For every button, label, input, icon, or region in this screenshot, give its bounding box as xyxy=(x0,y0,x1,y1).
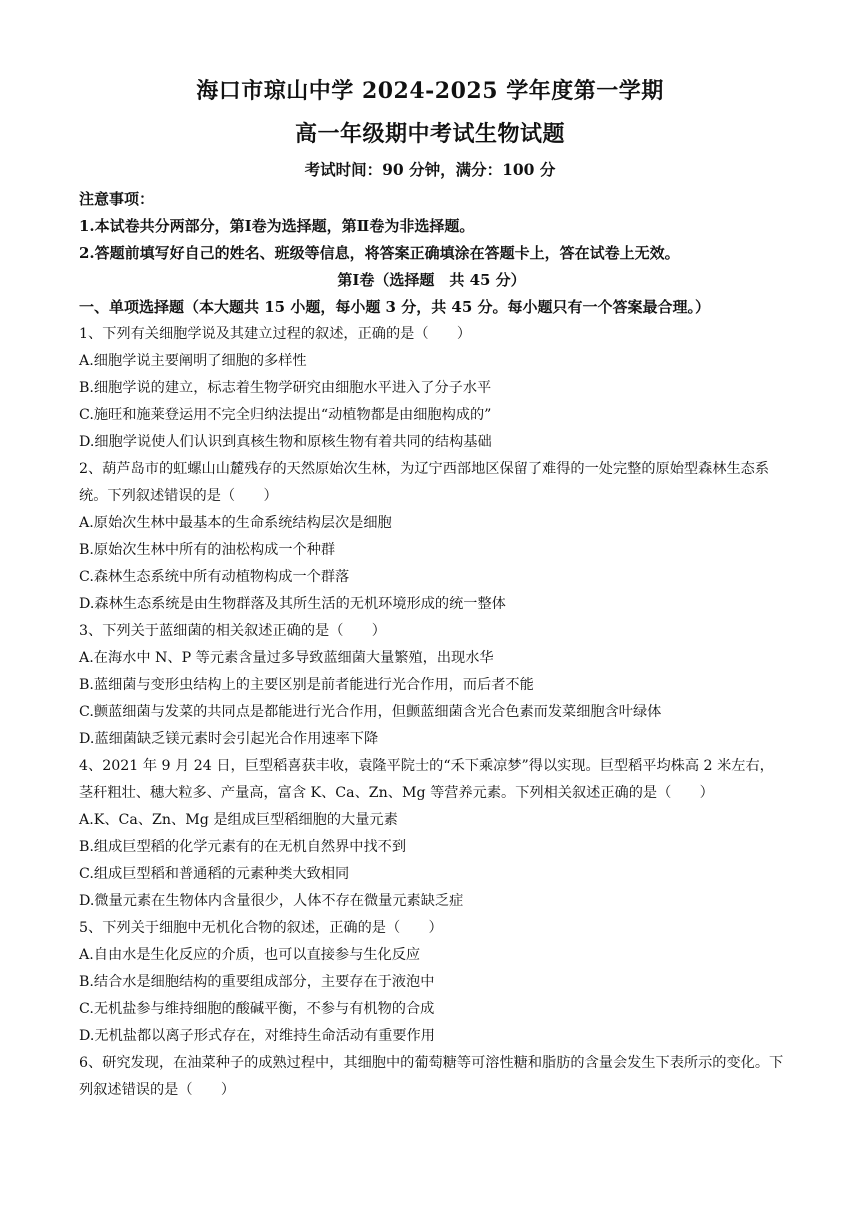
exam-title-line1: 海口市琼山中学 2024-2025 学年度第一学期 xyxy=(196,78,664,104)
question-5-option-d: D.无机盐都以离子形式存在，对维持生命活动有重要作用 xyxy=(79,1028,435,1044)
question-1-option-a: A.细胞学说主要阐明了细胞的多样性 xyxy=(79,353,307,369)
question-1-option-b: B.细胞学说的建立，标志着生物学研究由细胞水平进入了分子水平 xyxy=(79,380,492,396)
question-5-option-a: A.自由水是生化反应的介质，也可以直接参与生化反应 xyxy=(79,947,421,963)
part1-title: 第Ⅰ卷（选择题 共 45 分） xyxy=(337,271,526,289)
question-3-stem: 3、下列关于蓝细菌的相关叙述正确的是（ ） xyxy=(79,623,386,639)
question-5-option-b: B.结合水是细胞结构的重要组成部分，主要存在于液泡中 xyxy=(79,974,435,990)
section-heading: 一、单项选择题（本大题共 15 小题，每小题 3 分，共 45 分。每小题只有一个答案最合理。） xyxy=(79,298,711,316)
question-4-option-d: D.微量元素在生物体内含量很少，人体不存在微量元素缺乏症 xyxy=(79,893,464,909)
question-1-option-d: D.细胞学说使人们认识到真核生物和原核生物有着共同的结构基础 xyxy=(79,434,492,450)
question-3-option-d: D.蓝细菌缺乏镁元素时会引起光合作用速率下降 xyxy=(79,731,379,747)
question-1-stem: 1、下列有关细胞学说及其建立过程的叙述，正确的是（ ） xyxy=(79,326,472,342)
question-5-option-c: C.无机盐参与维持细胞的酸碱平衡，不参与有机物的合成 xyxy=(79,1001,435,1017)
question-3-option-a: A.在海水中 N、P 等元素含量过多导致蓝细菌大量繁殖，出现水华 xyxy=(79,650,494,666)
exam-title-line2: 高一年级期中考试生物试题 xyxy=(294,121,565,147)
question-3-option-c: C.颤蓝细菌与发菜的共同点是都能进行光合作用，但颤蓝细菌含光合色素而发菜细胞含叶绿体 xyxy=(79,704,662,720)
question-2-option-c: C.森林生态系统中所有动植物构成一个群落 xyxy=(79,569,350,585)
question-4-option-a: A.K、Ca、Zn、Mg 是组成巨型稻细胞的大量元素 xyxy=(79,812,398,828)
question-4-stem: 4、2021 年 9 月 24 日，巨型稻喜获丰收，袁隆平院士的“禾下乘凉梦”得以实现。巨型稻平均株高 2 米左右，茎秆粗壮、穗大粒多、产量高，富含 K、Ca、Zn、Mg 等营养元素。下列相关叙述正确的是（ ） xyxy=(79,758,774,801)
exam-info: 考试时间：90 分钟，满分：100 分 xyxy=(304,160,556,179)
question-4-option-b: B.组成巨型稻的化学元素有的在无机自然界中找不到 xyxy=(79,839,407,855)
question-3-option-b: B.蓝细菌与变形虫结构上的主要区别是前者能进行光合作用，而后者不能 xyxy=(79,677,534,693)
question-2-option-a: A.原始次生林中最基本的生命系统结构层次是细胞 xyxy=(79,515,392,531)
question-2-stem: 2、葫芦岛市的虹螺山山麓残存的天然原始次生林，为辽宁西部地区保留了难得的一处完整的原始型森林生态系统。下列叙述错误的是（ ） xyxy=(79,461,770,504)
question-5-stem: 5、下列关于细胞中无机化合物的叙述，正确的是（ ） xyxy=(79,920,443,936)
notice-item-2: 2.答题前填写好自己的姓名、班级等信息，将答案正确填涂在答题卡上，答在试卷上无效。 xyxy=(79,244,680,262)
notice-heading: 注意事项： xyxy=(79,190,155,208)
question-4-option-c: C.组成巨型稻和普通稻的元素种类大致相同 xyxy=(79,866,350,882)
question-1-option-c: C.施旺和施莱登运用不完全归纳法提出“动植物都是由细胞构成的” xyxy=(79,407,492,423)
question-2-option-b: B.原始次生林中所有的油松构成一个种群 xyxy=(79,542,336,558)
question-6-stem: 6、研究发现，在油菜种子的成熟过程中，其细胞中的葡萄糖等可溶性糖和脂肪的含量会发生下表所示的变化。下列叙述错误的是（ ） xyxy=(79,1055,784,1098)
notice-item-1: 1.本试卷共分两部分，第Ⅰ卷为选择题，第Ⅱ卷为非选择题。 xyxy=(79,217,475,235)
question-2-option-d: D.森林生态系统是由生物群落及其所生活的无机环境形成的统一整体 xyxy=(79,596,506,612)
exam-content xyxy=(79,186,784,1104)
